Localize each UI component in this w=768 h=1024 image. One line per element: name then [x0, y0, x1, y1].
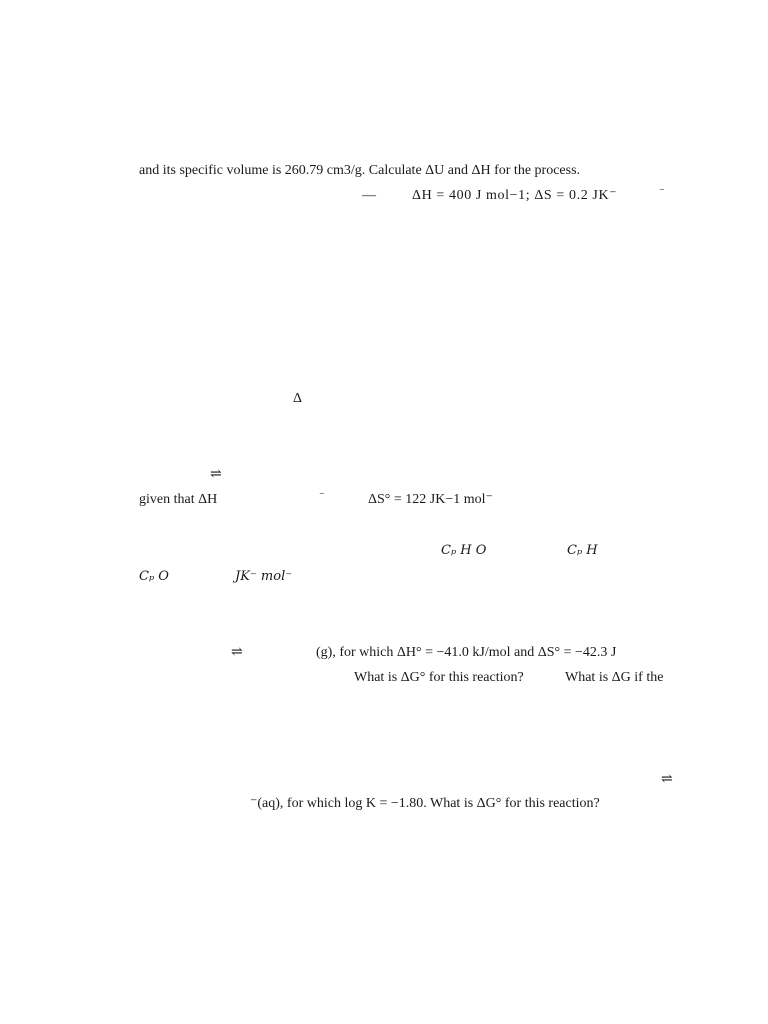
text-line-delta-h-delta-s: ΔH = 400 J mol−1; ΔS = 0.2 JK⁻ [412, 188, 618, 203]
equilibrium-arrow-icon-2: ⇌ [231, 645, 243, 660]
text-reaction-thermo-values: (g), for which ΔH° = −41.0 kJ/mol and ΔS° = −42.3 J [316, 645, 617, 660]
text-line-specific-volume: and its specific volume is 260.79 cm3/g. Calculate ΔU and ΔH for the process. [139, 163, 581, 178]
text-delta-symbol: Δ [293, 391, 303, 406]
text-cp-h-o: Cₚ H O [441, 543, 487, 558]
equilibrium-arrow-icon-3: ⇌ [661, 772, 673, 787]
text-log-k-question: ⁻(aq), for which log K = −1.80. What is ΔG° for this reaction? [250, 796, 600, 811]
text-cp-o: Cₚ O [139, 569, 169, 584]
text-delta-s-standard: ΔS° = 122 JK−1 mol⁻ [368, 492, 493, 507]
text-question-delta-g: What is ΔG if the [565, 670, 664, 685]
text-cp-h: Cₚ H [567, 543, 598, 558]
text-dash: — [362, 188, 376, 203]
equilibrium-arrow-icon: ⇌ [210, 467, 222, 482]
text-superscript-minus: ⁻ [659, 186, 665, 198]
text-superscript-minus-2: ⁻ [319, 490, 325, 502]
text-units-jk-mol: JK⁻ mol⁻ [235, 569, 293, 584]
text-given-delta-h: given that ΔH [139, 492, 218, 507]
text-question-delta-g-standard: What is ΔG° for this reaction? [354, 670, 524, 685]
